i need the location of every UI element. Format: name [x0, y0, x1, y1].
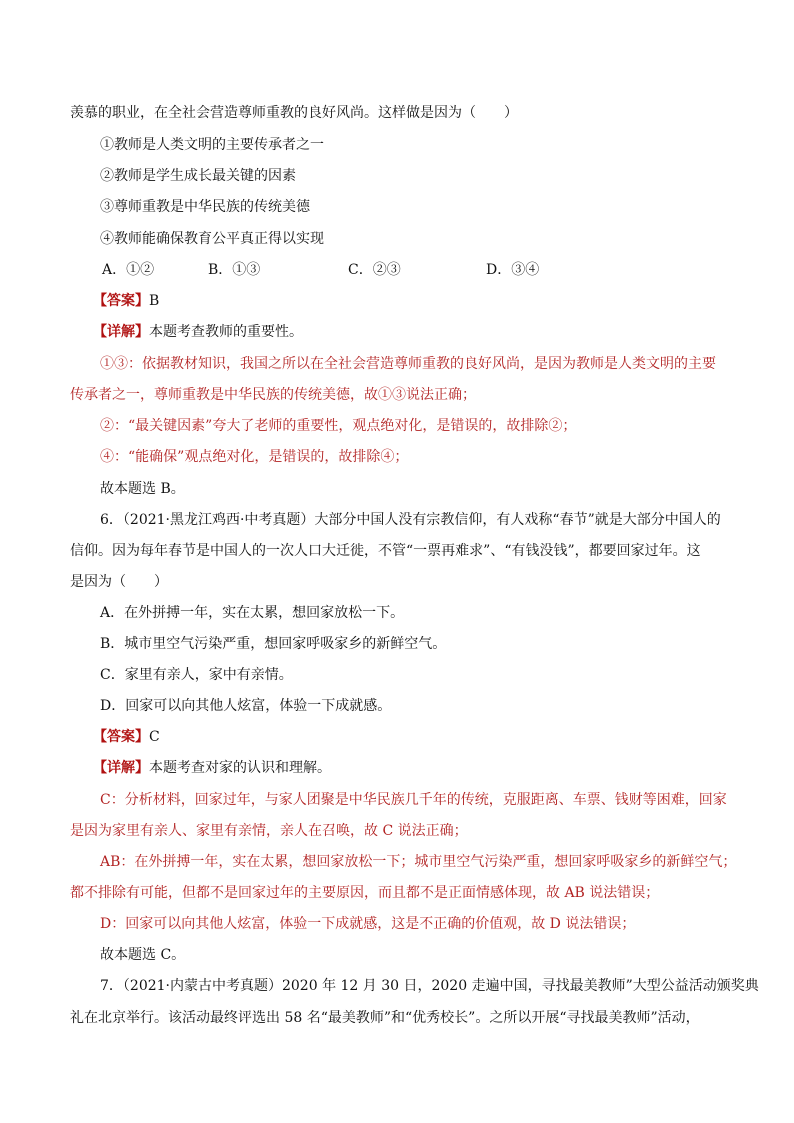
- q6-option-b: B．城市里空气污染严重，想回家呼吸家乡的新鲜空气。: [100, 636, 447, 652]
- q6-analysis-5: D：回家可以向其他人炫富，体验一下成就感，这是不正确的价值观，故 D 说法错误；: [100, 916, 636, 932]
- q6-analysis-4: 都不排除有可能，但都不是回家过年的主要原因，而且都不是正面情感体现，故 AB 说法错误；: [70, 885, 660, 901]
- q5-stem-tail: 羡慕的职业，在全社会营造尊师重教的良好风尚。这样做是因为（ ）: [70, 105, 518, 121]
- q6-analysis-2: 是因为家里有亲人、家里有亲情，亲人在召唤，故 C 说法正确；: [70, 823, 468, 839]
- q6-option-a: A．在外拼搏一年，实在太累，想回家放松一下。: [100, 605, 405, 621]
- q5-analysis-3: ②：“最关键因素”夸大了老师的重要性，观点绝对化，是错误的，故排除②；: [100, 418, 577, 434]
- q6-option-d: D．回家可以向其他人炫富，体验一下成就感。: [100, 698, 392, 714]
- q6-answer-value: C: [149, 729, 160, 745]
- q5-statement-3: ③尊师重教是中华民族的传统美德: [100, 199, 310, 215]
- q5-statement-4: ④教师能确保教育公平真正得以实现: [100, 231, 324, 247]
- q5-analysis-1: ①③：依据教材知识，我国之所以在全社会营造尊师重教的良好风尚，是因为教师是人类文明的主要: [100, 356, 716, 372]
- q6-stem-2: 信仰。因为每年春节是中国人的一次人口大迁徙，不管“一票再难求”、“有钱没钱”，都要回家过年。这: [70, 543, 701, 559]
- q6-detail-tag: 【详解】: [93, 760, 149, 776]
- q5-detail-intro: 本题考查教师的重要性。: [149, 324, 303, 340]
- q5-answer: [93, 291, 159, 311]
- q5-detail-tag: 【详解】: [93, 324, 149, 340]
- q6-detail: [93, 758, 331, 778]
- q5-option-d: D．③④: [486, 262, 540, 278]
- q6-answer-tag: 【答案】: [93, 729, 149, 745]
- q5-detail: [93, 322, 303, 342]
- q6-stem-3: 是因为（ ）: [70, 574, 168, 590]
- q6-detail-intro: 本题考查对家的认识和理解。: [149, 760, 331, 776]
- q5-option-a: A．①②: [102, 262, 155, 278]
- q5-option-b: B．①③: [208, 262, 261, 278]
- q5-statement-2: ②教师是学生成长最关键的因素: [100, 168, 296, 184]
- q7-stem-2: 礼在北京举行。该活动最终评选出 58 名“最美教师”和“优秀校长”。之所以开展“寻找最美教师”活动，: [70, 1010, 700, 1026]
- q7-stem-1: 7．（2021·内蒙古中考真题）2020 年 12 月 30 日，2020 走遍中国，寻找最美教师”大型公益活动颁奖典: [100, 978, 759, 994]
- q5-answer-value: B: [149, 293, 160, 309]
- q5-option-c: C．②③: [348, 262, 401, 278]
- q5-analysis-4: ④：“能确保”观点绝对化，是错误的，故排除④；: [100, 449, 409, 465]
- q6-option-c: C．家里有亲人，家中有亲情。: [100, 667, 293, 683]
- q5-conclusion: 故本题选 B。: [100, 481, 185, 497]
- q5-answer-tag: 【答案】: [93, 293, 149, 309]
- q6-conclusion: 故本题选 C。: [100, 947, 186, 963]
- q6-analysis-3: AB：在外拼搏一年，实在太累，想回家放松一下；城市里空气污染严重，想回家呼吸家乡的新鲜空气；: [100, 854, 737, 870]
- q5-analysis-2: 传承者之一，尊师重教是中华民族的传统美德，故①③说法正确；: [70, 387, 476, 403]
- q5-statement-1: ①教师是人类文明的主要传承者之一: [100, 137, 324, 153]
- q6-stem-1: 6．（2021·黑龙江鸡西·中考真题）大部分中国人没有宗教信仰，有人戏称“春节”就是大部分中国人的: [100, 512, 721, 528]
- q6-answer: [93, 727, 160, 747]
- q6-analysis-1: C：分析材料，回家过年，与家人团聚是中华民族几千年的传统，克服距离、车票、钱财等困难，回家: [100, 792, 727, 808]
